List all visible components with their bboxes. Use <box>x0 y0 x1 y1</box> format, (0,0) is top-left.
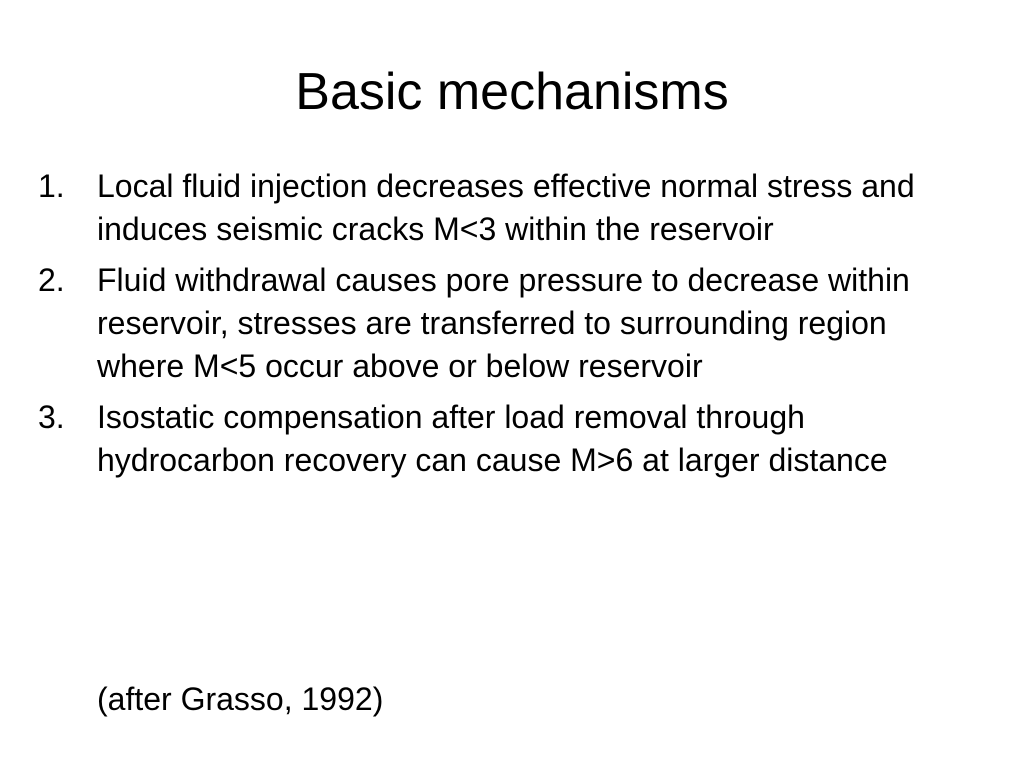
list-item-text: Fluid withdrawal causes pore pressure to decrease within reservoir, stresses are transferred to surrounding region where M<5 occur above or below reservoir <box>97 262 910 384</box>
list-item <box>38 165 978 251</box>
list-item-number: 1. <box>38 168 65 204</box>
list-item-text: Local fluid injection decreases effective normal stress and induces seismic cracks M<3 within the reservoir <box>97 168 915 247</box>
list-item-number: 3. <box>38 399 65 435</box>
mechanism-list <box>38 165 978 490</box>
list-item-number: 2. <box>38 262 65 298</box>
list-item <box>38 259 978 388</box>
list-item-text: Isostatic compensation after load removal through hydrocarbon recovery can cause M>6 at larger distance <box>97 399 888 478</box>
citation: (after Grasso, 1992) <box>97 681 384 717</box>
list-item <box>38 396 978 482</box>
slide-title: Basic mechanisms <box>295 63 729 121</box>
